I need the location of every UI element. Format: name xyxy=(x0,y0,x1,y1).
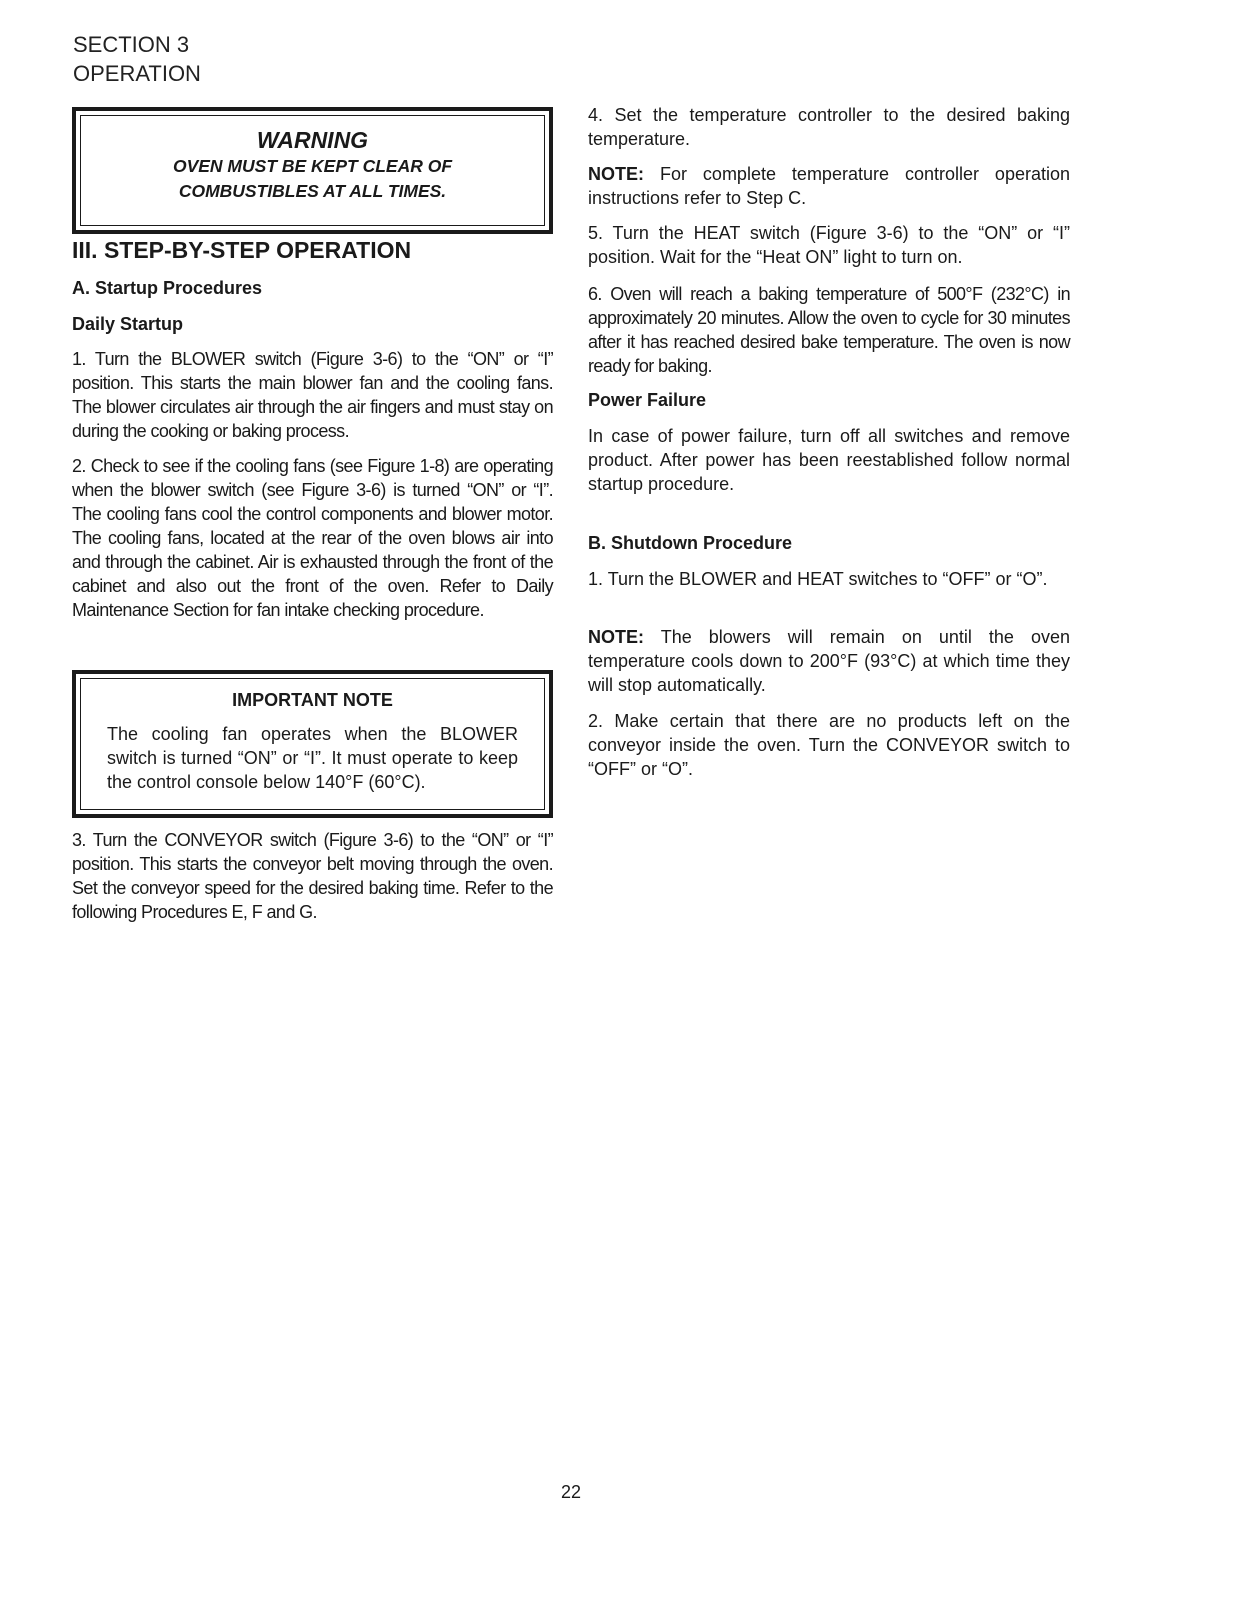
shutdown-note-text: The blowers will remain on until the oven temperature cools down to 200°F (93°C) at which time they will stop automatically. xyxy=(588,627,1070,695)
warning-box xyxy=(72,107,553,234)
daily-startup-heading: Daily Startup xyxy=(72,314,184,334)
startup-step-4: 4. Set the temperature controller to the desired baking temperature. xyxy=(588,105,1070,149)
shutdown-note-label: NOTE: xyxy=(588,627,644,647)
startup-step-5: 5. Turn the HEAT switch (Figure 3-6) to the “ON” or “I” position. Wait for the “Heat ON” light to turn on. xyxy=(588,223,1070,267)
power-failure-text: In case of power failure, turn off all switches and remove product. After power has been reestablished follow normal startup procedure. xyxy=(588,426,1070,494)
startup-heading: A. Startup Procedures xyxy=(72,278,263,298)
warning-title: WARNING xyxy=(256,127,369,153)
power-failure-heading: Power Failure xyxy=(588,390,707,410)
important-note-text: The cooling fan operates when the BLOWER switch is turned “ON” or “I”. It must operate to keep the control console below 140°F (60°C). xyxy=(107,724,518,792)
note-controller xyxy=(588,162,1070,210)
startup-step-2: 2. Check to see if the cooling fans (see Figure 1-8) are operating when the blower switch (see Figure 3-6) is turned “ON” or “I”. The cooling fans cool the control components and blower motor. The cooling fans, located at the rear of the oven blows air into and through the cabinet. Air is exhausted through the front of the cabinet and also out the front of the oven. Refer to Daily Maintenance Section for fan intake checking procedure. xyxy=(72,456,553,620)
important-note-title: IMPORTANT NOTE xyxy=(232,690,393,710)
page-header xyxy=(73,30,201,88)
warning-line-2: COMBUSTIBLES AT ALL TIMES. xyxy=(178,181,447,201)
main-heading: III. STEP-BY-STEP OPERATION xyxy=(72,237,412,263)
warning-line-1: OVEN MUST BE KEPT CLEAR OF xyxy=(172,156,453,176)
section-label: SECTION 3 xyxy=(73,32,190,57)
startup-step-3: 3. Turn the CONVEYOR switch (Figure 3-6) to the “ON” or “I” position. This starts the conveyor belt moving through the oven. Set the conveyor speed for the desired baking time. Refer to the following Procedures E, F and G. xyxy=(72,830,553,922)
important-note-box xyxy=(72,670,553,818)
shutdown-step-2: 2. Make certain that there are no products left on the conveyor inside the oven. Turn the CONVEYOR switch to “OFF” or “O”. xyxy=(588,711,1070,779)
startup-step-6: 6. Oven will reach a baking temperature of 500°F (232°C) in approximately 20 minutes. Allow the oven to cycle for 30 minutes after it has reached desired bake temperature. The oven is now ready for baking. xyxy=(588,284,1070,376)
note-text: For complete temperature controller operation instructions refer to Step C. xyxy=(588,164,1070,208)
page-number: 22 xyxy=(560,1482,582,1502)
shutdown-step-1: 1. Turn the BLOWER and HEAT switches to “OFF” or “O”. xyxy=(588,569,1048,589)
section-title: OPERATION xyxy=(73,61,201,86)
startup-step-1: 1. Turn the BLOWER switch (Figure 3-6) to the “ON” or “I” position. This starts the main blower fan and the cooling fans. The blower circulates air through the air fingers and must stay on during the cooking or baking process. xyxy=(72,349,553,441)
shutdown-heading: B. Shutdown Procedure xyxy=(588,533,793,553)
note-label: NOTE: xyxy=(588,164,644,184)
shutdown-note xyxy=(588,625,1070,697)
